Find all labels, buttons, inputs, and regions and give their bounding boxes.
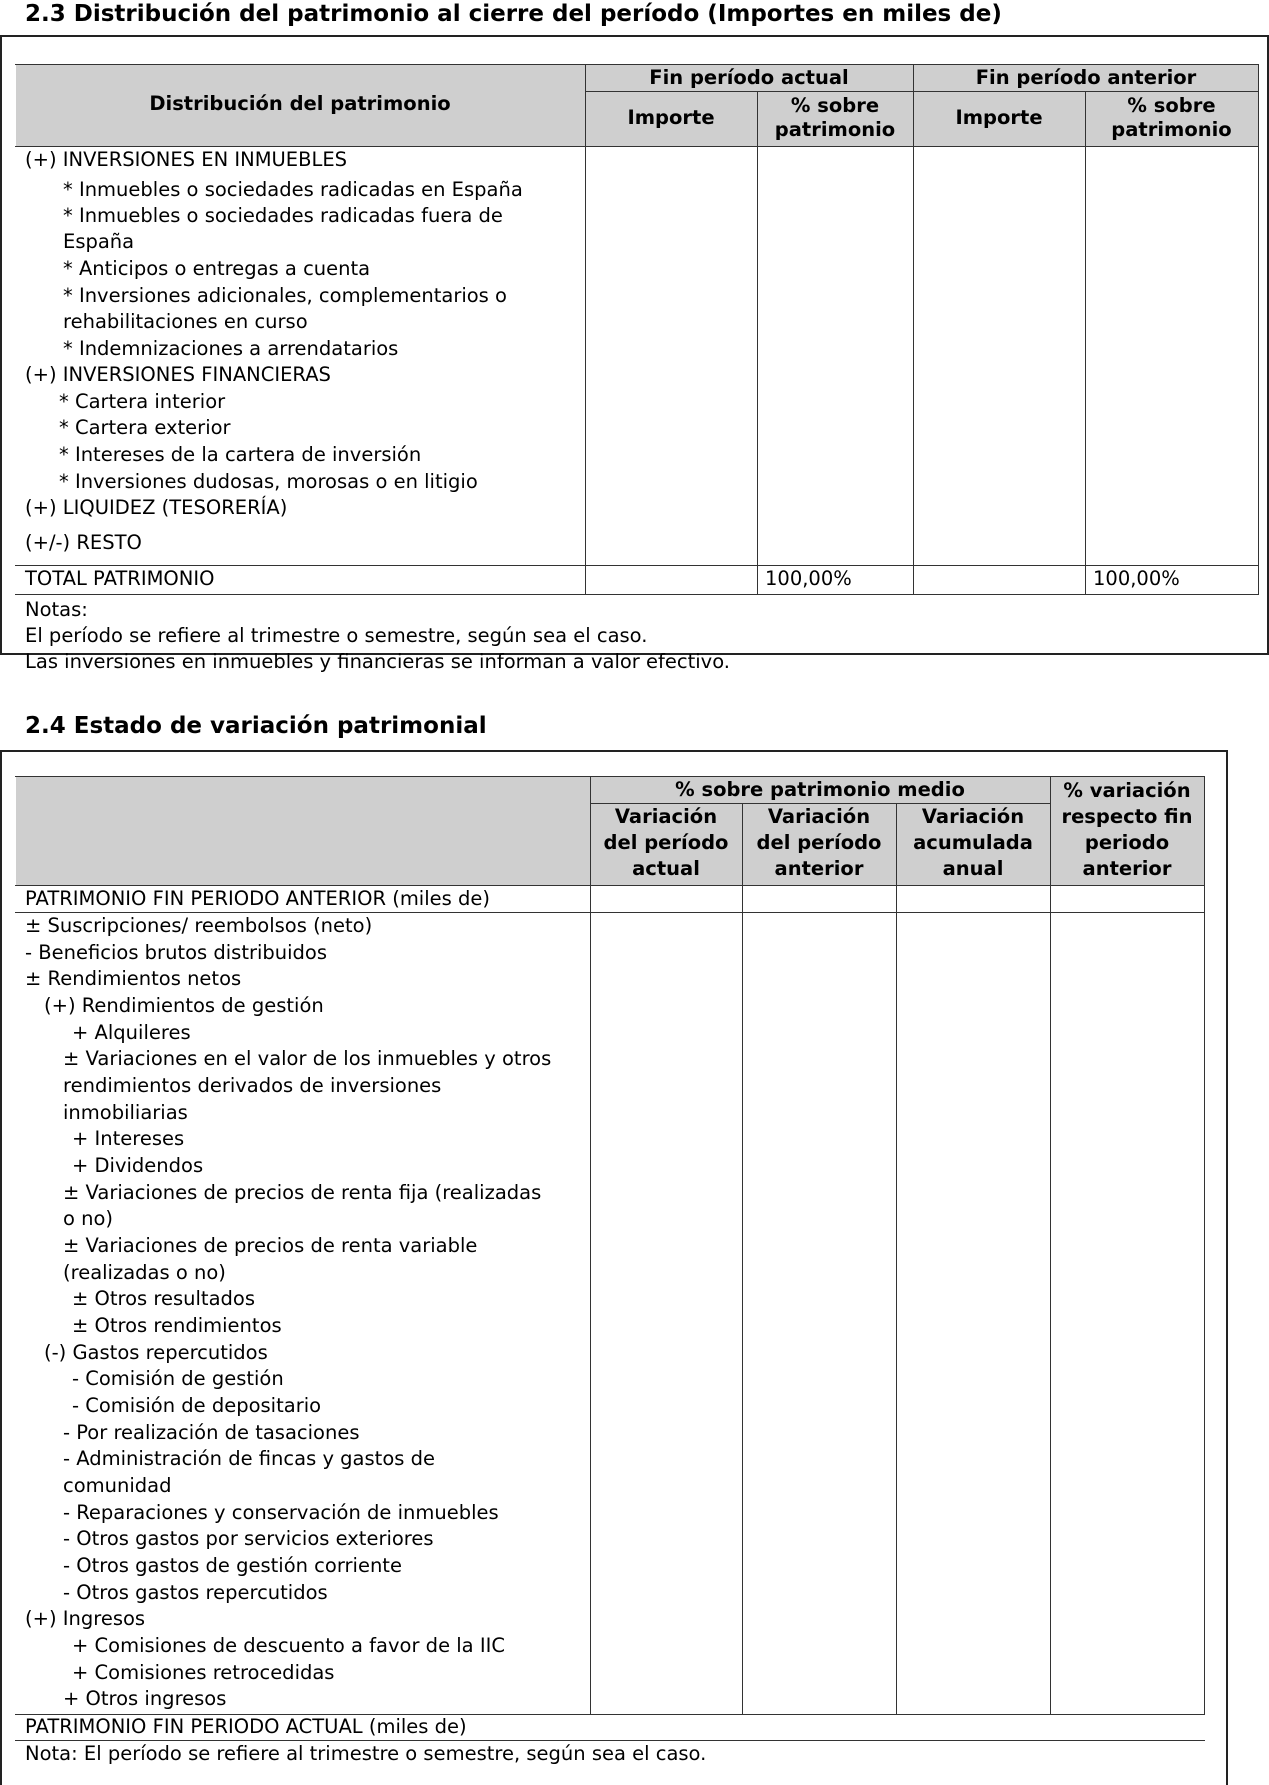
row-domestic-portfolio: * Cartera interior <box>59 390 226 413</box>
row-advances: * Anticipos o entregas a cuenta <box>63 257 371 280</box>
header-distribution-label: Distribución del patrimonio <box>149 92 451 115</box>
header-amount-current: Importe <box>627 106 715 129</box>
header-pct-average-patrimony: % sobre patrimonio medio <box>675 778 965 801</box>
row-value-variations: ± Variaciones en el valor de los inmuebles y otros <box>63 1047 552 1070</box>
note-period: El período se refiere al trimestre o semestre, según sea el caso. <box>25 624 648 647</box>
row-liquidity: (+) LIQUIDEZ (TESORERÍA) <box>25 496 288 519</box>
row-other-results: ± Otros resultados <box>72 1287 255 1310</box>
row-dividends: + Dividendos <box>72 1154 204 1177</box>
variation-table <box>15 776 1205 1776</box>
row-external-services: - Otros gastos por servicios exteriores <box>63 1527 434 1550</box>
row-fixed-income: ± Variaciones de precios de renta fija (realizadas <box>63 1181 542 1204</box>
header-pct-variation: % variación respecto fin periodo anterior <box>1061 779 1193 880</box>
row-doubtful-investments: * Inversiones dudosas, morosas o en litigio <box>59 470 478 493</box>
header-variation-current: Variación del período actual <box>603 805 729 880</box>
row-management-fee: - Comisión de gestión <box>72 1367 284 1390</box>
row-financial-investments: (+) INVERSIONES FINANCIERAS <box>25 363 331 386</box>
header-amount-previous: Importe <box>955 106 1043 129</box>
header-variation-previous: Variación del período anterior <box>756 805 882 880</box>
row-additional-investments-cont: rehabilitaciones en curso <box>63 310 308 333</box>
total-pct-previous: 100,00% <box>1093 567 1180 590</box>
section-2-3-title: 2.3 Distribución del patrimonio al cierre del período (Importes en miles de) <box>25 1 1002 27</box>
row-properties-abroad-cont: España <box>63 230 135 253</box>
row-discount-fees: + Comisiones de descuento a favor de la IIC <box>72 1634 505 1657</box>
section-2-4-title: 2.4 Estado de variación patrimonial <box>25 713 487 739</box>
row-properties-spain: * Inmuebles o sociedades radicadas en España <box>63 178 523 201</box>
row-variable-income: ± Variaciones de precios de renta variable <box>63 1234 478 1257</box>
row-income: (+) Ingresos <box>25 1607 146 1630</box>
header-pct-current: % sobre patrimonio <box>774 94 896 141</box>
row-value-variations-cont2: inmobiliarias <box>63 1101 188 1124</box>
total-pct-current: 100,00% <box>765 567 852 590</box>
notes-heading: Notas: <box>25 598 88 621</box>
header-previous-period: Fin período anterior <box>975 66 1197 89</box>
row-tenant-compensation: * Indemnizaciones a arrendatarios <box>63 337 399 360</box>
row-patrimony-previous-end: PATRIMONIO FIN PERIODO ANTERIOR (miles de) <box>25 887 490 910</box>
row-portfolio-interest: * Intereses de la cartera de inversión <box>59 443 422 466</box>
row-management-returns: (+) Rendimientos de gestión <box>44 994 324 1017</box>
note-period-24: Nota: El período se refiere al trimestre o semestre, según sea el caso. <box>25 1742 707 1765</box>
header-variation-cumulative: Variación acumulada anual <box>913 805 1033 880</box>
row-additional-investments: * Inversiones adicionales, complementarios o <box>63 284 507 307</box>
note-valuation: Las inversiones en inmuebles y financieras se informan a valor efectivo. <box>25 650 730 673</box>
header-current-period: Fin período actual <box>649 66 849 89</box>
row-current-management: - Otros gastos de gestión corriente <box>63 1554 402 1577</box>
row-repairs: - Reparaciones y conservación de inmuebles <box>63 1501 499 1524</box>
total-patrimony-label: TOTAL PATRIMONIO <box>25 567 215 590</box>
row-patrimony-current-end: PATRIMONIO FIN PERIODO ACTUAL (miles de) <box>25 1715 467 1738</box>
row-appraisals: - Por realización de tasaciones <box>63 1421 360 1444</box>
row-charged-expenses: (-) Gastos repercutidos <box>44 1341 268 1364</box>
row-property-administration: - Administración de fincas y gastos de <box>63 1447 435 1470</box>
row-subscriptions: ± Suscripciones/ reembolsos (neto) <box>25 914 373 937</box>
row-rents: + Alquileres <box>72 1021 191 1044</box>
row-interest: + Intereses <box>72 1127 185 1150</box>
row-rest: (+/-) RESTO <box>25 531 142 554</box>
row-investments-real-estate: (+) INVERSIONES EN INMUEBLES <box>25 148 348 171</box>
row-net-returns: ± Rendimientos netos <box>25 967 242 990</box>
row-fixed-income-cont: o no) <box>63 1207 114 1230</box>
distribution-table <box>15 64 1259 595</box>
row-depositary-fee: - Comisión de depositario <box>72 1394 322 1417</box>
row-properties-abroad: * Inmuebles o sociedades radicadas fuera de <box>63 204 503 227</box>
row-variable-income-cont: (realizadas o no) <box>63 1261 226 1284</box>
row-other-returns: ± Otros rendimientos <box>72 1314 282 1337</box>
row-retroceded-fees: + Comisiones retrocedidas <box>72 1661 335 1684</box>
row-value-variations-cont1: rendimientos derivados de inversiones <box>63 1074 442 1097</box>
row-property-administration-cont: comunidad <box>63 1474 172 1497</box>
header-pct-previous: % sobre patrimonio <box>1111 94 1232 141</box>
row-other-income: + Otros ingresos <box>63 1687 227 1710</box>
row-gross-profits: - Beneficios brutos distribuidos <box>25 941 328 964</box>
row-other-charged: - Otros gastos repercutidos <box>63 1581 328 1604</box>
row-foreign-portfolio: * Cartera exterior <box>59 416 231 439</box>
